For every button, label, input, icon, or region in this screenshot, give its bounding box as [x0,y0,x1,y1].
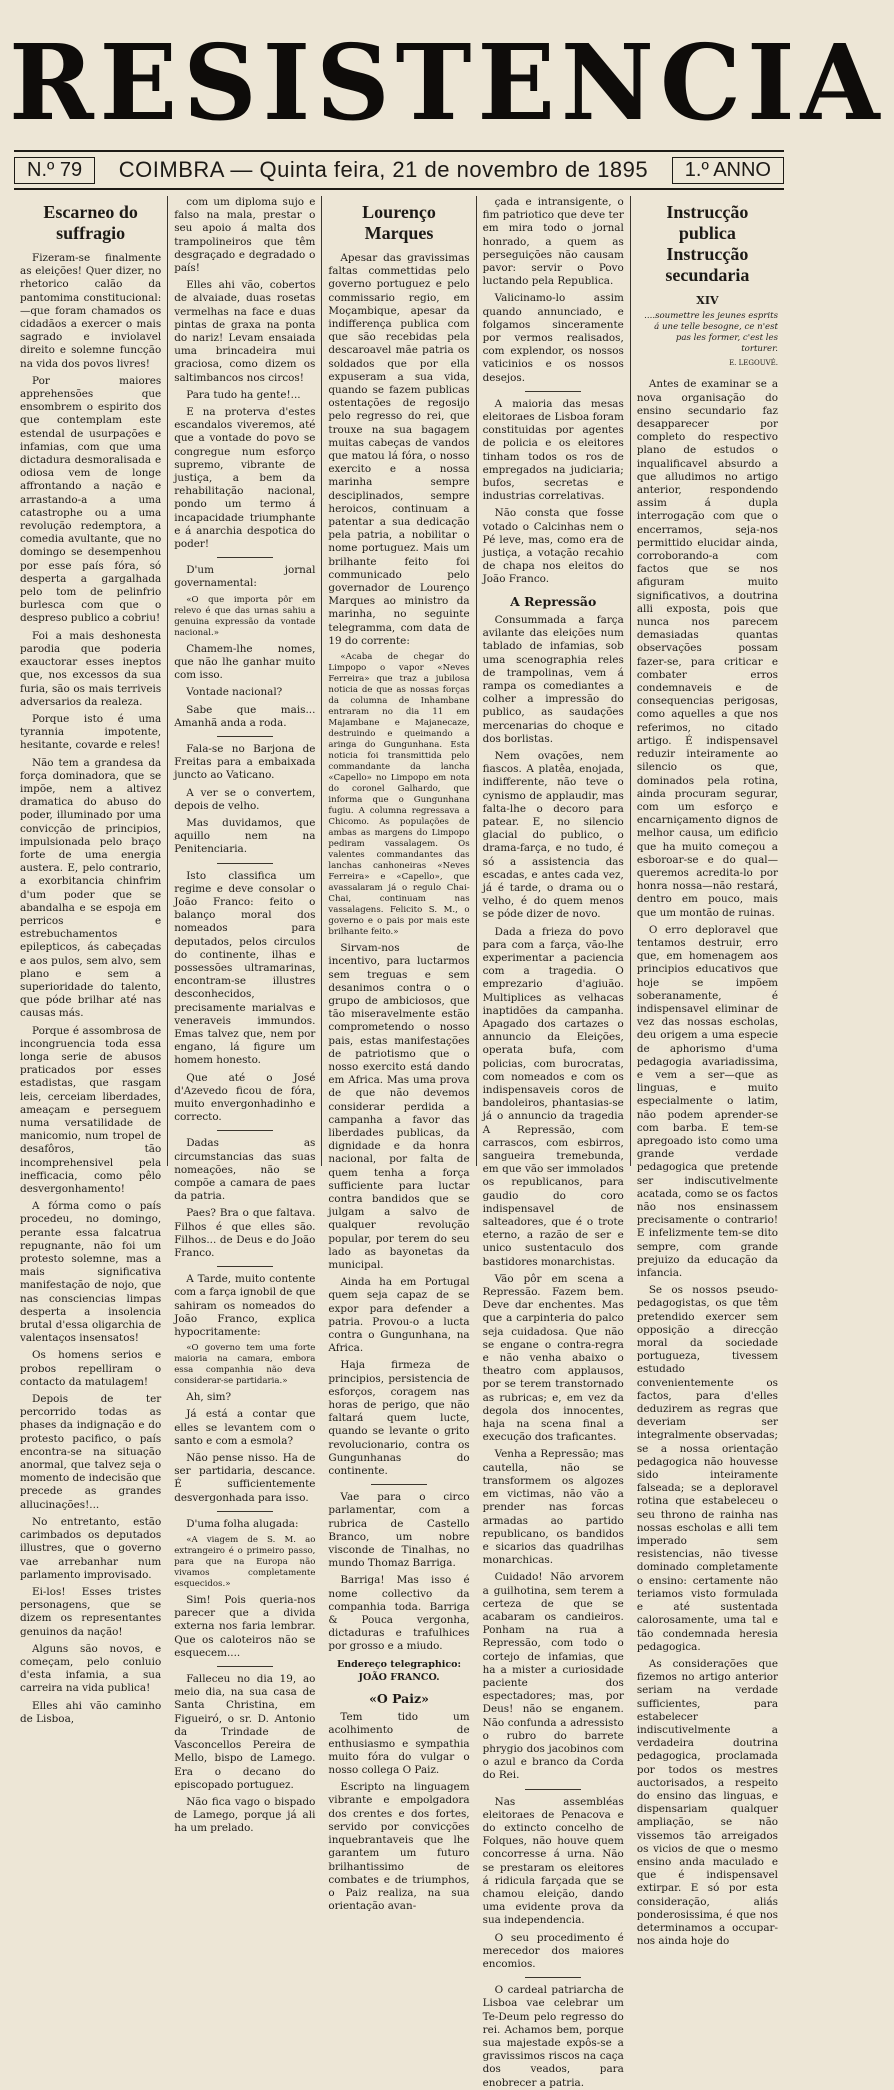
column-5 [631,196,784,1948]
paragraph: O seu procedimento é merecedor dos maiores encomios. [482,1931,624,1970]
paragraph: Foi a mais deshonesta parodia que poderia exauctorar esses ineptos que, nos excessos da sua furia, são os mais terriveis adversarios da realeza. [20,629,162,708]
column-4 [477,196,631,2089]
paragraph: com um diploma sujo e falso na mala, prestar o seu apoio á malta dos trampolineiros que têm desgraçado e degradado o país! [174,196,316,275]
paragraph: Já está a contar que elles se levantem com o santo e com a esmola? [174,1408,316,1447]
paragraph: Cuidado! Não arvorem a guilhotina, sem terem a certeza de que se acabaram os candieiros. Ponham na rua a Repressão, com todo o cortejo de infamias, que ha a mister a curiosidade paciente dos espectadores; mas, por Deus! não se enganem. Não confunda a adressisto o rubro do barrete phrygio dos jacobinos com o azul e branco da Corda do Rei. [482,1571,624,1782]
paragraph: Chamem-lhe nomes, que não lhe ganhar muito com isso. [174,642,316,682]
newspaper-title: RESISTENCIA [8,21,886,144]
paragraph: Porque isto é uma tyrannia impotente, hesitante, covarde e reles! [20,712,162,752]
paragraph: Não pense nisso. Ha de ser partidaria, descance. É sufficientemente desvergonhada para isso. [174,1452,316,1504]
divider [217,863,273,864]
paragraph: Depois de ter percorrido todas as phases da indignação e do protesto pacifico, o país encontra-se na situação anormal, que talvez seja o momento de indecisão que precede as grandes allucinações!... [20,1393,162,1511]
article-heading: Lourenço Marques [362,202,436,243]
year: 1.º ANNO [672,157,784,184]
paragraph: Sim! Pois queria-nos parecer que a divida externa nos faria lembrar. Que os caloteiros não se esquecem.... [174,1594,316,1659]
column-2 [168,196,322,1835]
place-date: COIMBRA — Quinta feira, 21 de novembro de 1895 [118,157,649,182]
paragraph: A Tarde, muito contente com a farça ignobil de que sahiram os nomeados do João Franco, explica hypocritamente: [174,1273,316,1339]
epigraph: ....soumettre les jeunes esprits á une telle besogne, ce n'est pas les former, c'est les torturer. [644,311,779,355]
paragraph: Mas duvidamos, que aquillo nem na Penitenciaria. [174,816,316,856]
epigraph-author: E. LEGOUVÉ. [729,359,779,368]
paragraph: Antes de examinar se a nova organisação do ensino secundario faz desapparecer por completo do respectivo plano de estudos o inqualificavel absurdo a que alludimos no artigo anterior, respondendo assim á dupla interrogação com que o encerramos, seja-nos permittido elucidar ainda, corroborando-a com factos que se nos afiguram muito significativos, a doutrina alli exposta, pois que nunca nos parecem demasiadas quantas observações possam fazer-se, para criticar e combater erros condemnaveis e de consequencias perigosas, como aquelles a que nos referimos, no citado artigo. É indispensavel reduzir inteiramente ao silencio os que, dominados pela rotina, ainda procuram segurar, com um esforço e encarniçamento dignos de melhor causa, um edificio que ha muito começou a esboroar-se e do qual—queremos acredita-lo por honra nossa—não restará, dentro em pouco, mais que um montão de ruinas. [636,378,779,919]
telegram: «Acaba de chegar do Limpopo o vapor «Neves Ferreira» que traz a jubilosa noticia de que as nossas forças da columna de Inhambane entraram no dia 11 em Majambane e Majanecaze, destruindo e queimando a aringa do Gungunhana. Esta noticia foi transmittida pelo commandante da lancha «Capello» no Limpopo em nota do coronel Galhardo, que informa que o Gungunhana fugiu. A columna regressava a Chicomo. As populações de ambas as margens do Limpopo pediram vassalagem. Os valentes commandantes das lanchas canhoneiras «Neves Ferreira» e «Capello», que avassalaram já o regulo Chai-Chai, continuam nas vassalagens. Felicito S. M., o governo e o pais por mais este brilhante feito.» [328,652,470,938]
part-number: XIV [696,294,719,307]
issue-number: N.º 79 [14,157,95,184]
paragraph: Não tem a grandesa da força dominadora, que se impõe, nem a altivez dramatica do abuso do poder, illuminado por uma convicção de principios, impulsionada pelo braço forte de uma energia austera. E, pelo contrario, a exorbitancia chinfrim d'um poder que se abandalha e se espoja em perricos e estrebuchamentos epilepticos, ás cabeçadas e aos pulos, sem alvo, sem plano e sem a superioridade do talento, que póde brilhar até nas causas más. [20,756,162,1020]
paragraph: Haja firmeza de principios, persistencia de esforços, coragem nas horas de perigo, que não faltará quem lucte, quando se levante o grito revolucionario, contra os Gungunhanas do continente. [328,1359,470,1478]
paragraph: Por maiores apprehensões que ensombrem o espirito dos que contemplam este estendal de usurpações e infamias, com que uma dictadura desmoralisada e odiosa vem de longe affrontando a nação e arrastando-a a uma catastrophe ou a uma revolução redemptora, a comedia avultante, que no domingo se desempenhou por esse país fóra, só desperta a gargalhada pelo tom de pelinfrio burlesca com que o despreso publico a cobriu! [20,374,162,625]
paragraph: Sirvam-nos de incentivo, para luctarmos sem treguas e sem desanimos contra o o grupo de ambiciosos, que tão miseravelmente estão comprometendo o nosso pais, estas manifestações de patriotismo que o nosso exercito está dando em Africa. Mas uma prova de que não devemos considerar perdida a campanha a favor das liberdades publicas, da dignidade e da honra nacional, por falta de quem tenha a força sufficiente para luctar contra bandidos que se julgam a salvo de qualquer revolução popular, por terem do seu lado as bayonetas da municipal. [328,942,470,1271]
paragraph: Fala-se no Barjona de Freitas para a embaixada juncto ao Vaticano. [174,742,316,782]
paragraph: A ver se o convertem, depois de velho. [174,786,316,812]
paragraph: E na proterva d'estes escandalos viveremos, até que a vontade do povo se congregue num esforço supremo, vibrante de justiça, a bem da rehabilitação nacional, pondo um termo á incapacidade triumphante e á anarchia despotica do poder! [174,406,316,551]
column-1 [14,196,168,1725]
columns [14,196,784,2089]
article-heading: Escarneo do suffragio [43,202,138,243]
divider [217,1511,273,1512]
paragraph: Barriga! Mas isso é nome collectivo da companhia toda. Barriga & Pouca vergonha, dictaduras e trafulhices por grosso e a miudo. [328,1574,470,1653]
paragraph: As considerações que fizemos no artigo anterior seriam na verdade sufficientes, para estabelecer indiscutivelmente a verdadeira doutrina pedagogica, proclamada por todos os mestres auctorisados, a respeito do ensino das linguas, e dispensariam qualquer ampliação, se não vissemos tão arreigados os vicios de que o mesmo ensino anda maculado e que é indispensavel extirpar. E só por esta consideração, aliás ponderosissima, é que nos determinamos a occupar-nos ainda hoje do [636,1657,779,1948]
paragraph: O erro deploravel que tentamos destruir, erro que, em homenagem aos principios educativos que hoje se impõem soberanamente, é indispensavel eliminar de vez das nossas escholas, deu origem a uma especie de aphorismo d'uma pedagogia avariadissima, e vem a ser—que as linguas, e muito especialmente o latim, não podem aprender-se com barba. E tem-se apregoado isto como uma grande verdade pedagogica que pretende ser indiscutivelmente acatada, como se os factos não nos ensinassem precisamente o contrario! E infelizmente tem-se dito sempre, com grande prejuizo da educação da infancia. [636,923,779,1280]
paragraph: Consummada a farça avilante das eleições num tablado de infamias, sob uma scenographia reles de trampolinas, vem á rampa os comediantes a colher a impressão do publico, as saudações mercenarias do choque e dos borlistas. [482,613,624,745]
paragraph: Que até o José d'Azevedo ficou de fóra, muito envergonhadinho e correcto. [174,1071,316,1124]
divider [371,1484,427,1485]
paragraph: Elles ahi vão, cobertos de alvaiade, duas rosetas vermelhas na face e duas pintas de graxa na ponta do nariz! Levam ensaiada uma brincadeira mui graciosa, como dizem os saltimbancos nos circos! [174,279,316,384]
divider [525,1977,581,1978]
paragraph: Dada a frieza do povo para com a farça, vão-lhe experimentar a paciencia com a tragedia. O emprezario d'agiuão. Multiplices as velhacas inaptidões da campanha. Apagado dos cartazes o annuncio da Eleições, operata bufa, com policias, com burocratas, com nomeados e com os indispensaveis coros de bandoleiros, phantasias-se já o annuncio da tragedia A Repressão, com carrascos, com esbirros, sangueira tremebunda, em que vão ser immolados os republicanos, para gaudio do coro indispensavel de salteadores, que é o trote eterno, a razão de ser e unico sustentaculo dos bastidores monarchistas. [482,925,624,1268]
divider [525,1789,581,1790]
section-heading: A Repressão [510,593,597,609]
dateline [14,150,784,190]
paragraph: Escripto na linguagem vibrante e empolgadora dos crentes e dos fortes, servido por convicções inquebrantaveis que lhe garantem um futuro brilhantissimo de combates e de triumphos, o Paiz realiza, na sua orientação avan- [328,1781,470,1913]
divider [217,1266,273,1267]
telegraph-address: Endereço telegraphico: JOÃO FRANCO. [337,1658,461,1683]
paragraph: A fórma como o país procedeu, no domingo, perante essa falcatrua repugnante, não foi um protesto solemne, mas a mais significativa manifestação de nojo, que nas consciencias limpas desperta a insolencia brutal d'essa oligarchia de valentaços insensatos! [20,1200,162,1345]
paragraph: Falleceu no dia 19, ao meio dia, na sua casa de Santa Christina, em Figueiró, o sr. D. Antonio da Trindade de Vasconcellos Pereira de Mello, bispo de Lamego. Era o decano do episcopado portuguez. [174,1673,316,1791]
divider [217,557,273,558]
quote: «O que importa pôr em relevo é que das urnas sahiu a genuina expressão da vontade nacional.» [174,594,316,638]
paragraph: Ainda ha em Portugal quem seja capaz de se expor para defender a patria. Provou-o a lucta contra o Gungunhana, na Africa. [328,1276,470,1355]
paragraph: Fizeram-se finalmente as eleições! Quer dizer, no rhetorico calão da pantomima constitucional:—que foram chamados os cidadãos a exercer o mais sagrado e inviolavel direito e solemne funcção na vida dos povos livres! [20,252,162,370]
divider [217,1666,273,1667]
paragraph: Para tudo ha gente!... [186,388,301,401]
paragraph: Nas assembléas eleitoraes de Penacova e do extincto concelho de Folques, não houve quem concorresse á urna. Não se prestaram os eleitores á ridicula farçada que se chamou eleição, dando uma evidente prova da sua independencia. [482,1795,624,1927]
divider [217,1130,273,1131]
paragraph: Valicinamo-lo assim quando annunciado, e folgamos sinceramente por vermos realisados, com explendor, os nossos vaticinios e os nossos desejos. [482,292,624,384]
paragraph: D'um jornal governamental: [174,564,316,590]
paragraph: Não fica vago o bispado de Lamego, porque já ali ha um prelado. [174,1795,316,1835]
paragraph: Se os nossos pseudo-pedagogistas, os que têm pretendido exercer sem opposição a direcção moral da sociedade portugueza, tivessem estudado convenientemente os factos, para d'elles deduzirem as regras que deveriam ser integralmente observadas; se a nossa orientação pedagogica não houvesse sido inteiramente falseada; se a deploravel rotina que estabeleceu o seu throno de rainha nas nossas escholas e alli tem imperado sem resistencias, não tivesse dominado completamente o ensino: certamente não teriamos visto formulada e até sustentada calorosamente, uma tal e tão condemnada heresia pedagogica. [636,1284,779,1653]
paragraph: Elles ahi vão caminho de Lisboa, [20,1699,162,1725]
paragraph: Sabe que mais... Amanhã anda a roda. [174,703,316,729]
column-3 [322,196,476,1913]
paragraph: Nem ovações, nem fiascos. A platêa, enojada, indifferente, não teve o cynismo de applaudir, mas falta-lhe o decoro para patear. E, no silencio glacial do publico, o drama-farça, e no tudo, é só a assistencia das escadas, e antes cada vez, já é tarde, o drama ou o velho, é do quem menos se póde dizer de novo. [482,749,624,921]
paragraph: No entretanto, estão carimbados os deputados illustres, que o governo vae arrebanhar num parlamento improvisado. [20,1515,162,1581]
paragraph: Dadas as circumstancias das suas nomeações, não se compõe a camara de paes da patria. [174,1137,316,1203]
paragraph: Isto classifica um regime e deve consolar o João Franco: feito o balanço moral dos nomeados para deputados, pelos circulos do continente, ilhas e possessões ultramarinas, encontram-se illustres desconhecidos, precisamente marialvas e veneraveis immundos. Emas talvez que, nem por engano, lá figure um homem honesto. [174,869,316,1067]
paragraph: Vão pôr em scena a Repressão. Fazem bem. Deve dar enchentes. Mas que a carpinteria do palco seja cuidadosa. Que não se engane o contra-regra e não venha abaixo o theatro com applausos, por se terem transtornado as rubricas; e, em vez da degola dos innocentes, haja na scena final a execução dos traficantes. [482,1272,624,1444]
paragraph: Ei-los! Esses tristes personagens, que se dizem os representantes genuinos da nação! [20,1585,162,1638]
paragraph: Ah, sim? [186,1391,232,1404]
paragraph: Alguns são novos, e começam, pelo conluio d'esta infamia, a sua carreira na vida publica! [20,1642,162,1695]
masthead [0,21,886,144]
paragraph: Vontade nacional? [186,686,283,699]
paragraph: Paes? Bra o que faltava. Filhos é que elles são. Filhos... de Deus e do João Franco. [174,1207,316,1260]
article-heading: Instrucção publica Instrucção secundaria [665,202,750,285]
paragraph: Não consta que fosse votado o Calcinhas nem o Pé leve, mas, como era de justiça, a votação recahio de chapa nos eleitos do João Franco. [482,507,624,586]
paragraph: Apesar das gravissimas faltas commettidas pelo governo portuguez e pelo commissario regio, em Moçambique, apesar da indifferença publica com que são recebidas pela descaroavel mãe patria os soldados que por ella expuseram a sua vida, quando se fazem publicas ostentações de regosijo pelo regresso do rei, que trouxe na sua bagagem muitas cabeças de vandos que matou lá fóra, o nosso exercito e a nossa marinha sempre desciplinados, sempre heroicos, continuam a patentar a sua dedicação pela patria, a nobilitar o nome portuguez. Mais um brilhante feito foi communicado pelo governador de Lourenço Marques ao ministro da marinha, no seguinte telegramma, com data de 19 do corrente: [328,252,470,647]
paragraph: Tem tido um acolhimento de enthusiasmo e sympathia muito fóra do vulgar o nosso collega O Paiz. [328,1711,470,1777]
paragraph: Vae para o circo parlamentar, com a rubrica de Castello Branco, um nobre visconde de Tinalhas, no mundo Thomaz Barriga. [328,1491,470,1570]
divider [217,736,273,737]
quote: «A viagem de S. M. ao extrangeiro é o primeiro passo, para que na Europa não vivamos completamente esquecidos.» [174,1535,316,1590]
quote: «O governo tem uma forte maioria na camara, embora essa companhia não deva considerar-se partidaria.» [174,1343,316,1387]
section-heading: «O Paiz» [369,1691,429,1707]
paragraph: O cardeal patriarcha de Lisboa vae celebrar um Te-Deum pelo regresso do rei. Achamos bem, porque sua majestade expôs-se a gravissimos riscos na caça dos veados, para enobrecer a patria. [482,1984,624,2089]
divider [525,391,581,392]
paragraph: A maioria das mesas eleitoraes de Lisboa foram constituidas por agentes de policia e os eleitores tinham todos os ros de empregados na judiciaria; bufos, secretas e industrias correlativas. [482,397,624,503]
paragraph: Venha a Repressão; mas cautella, não se transformem os algozes em victimas, não vão a prender nas forcas armadas ao partido republicano, os bandidos e sicarios das quadrilhas monarchicas. [482,1448,624,1567]
paragraph: Os homens serios e probos repelliram o contacto da matulagem! [20,1349,162,1388]
paragraph: çada e intransigente, o fim patriotico que deve ter em mira todo o jornal honrado, a quem as perseguições não causam pavor: servir o Povo luctando pela Republica. [482,196,624,288]
paragraph: D'uma folha alugada: [186,1517,299,1530]
paragraph: Porque é assombrosa de incongruencia toda essa longa serie de abusos praticados por esses estadistas, que rasgam leis, cerceiam liberdades, ameaçam e perseguem numa versatilidade de manicomio, num tropel de desafôros, tão incomprehensivel pela inefficacia, como pêlo desvergonhamento! [20,1024,162,1196]
